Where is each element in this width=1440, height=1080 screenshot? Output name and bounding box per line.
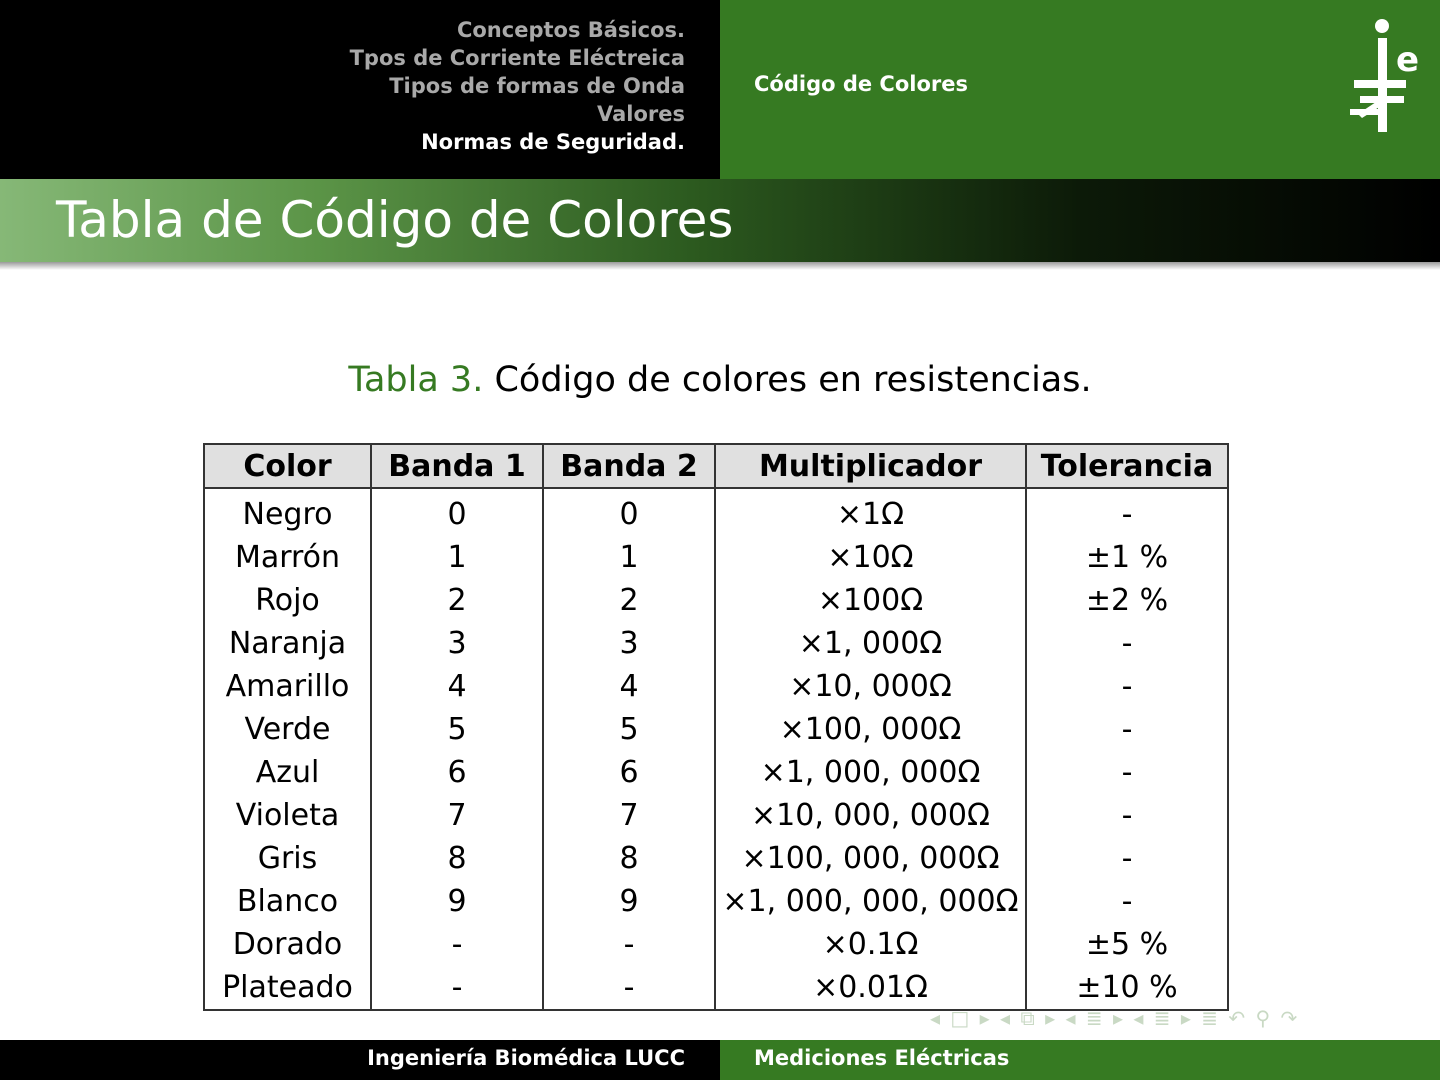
table-row xyxy=(204,708,1228,751)
footer-presentation-title: Mediciones Eléctricas xyxy=(754,1046,1010,1070)
cell-color: Gris xyxy=(257,841,318,876)
cell-tolerancia: ±5 % xyxy=(1026,923,1228,966)
cell-color: Plateado xyxy=(222,970,353,1005)
cell-banda-1: 3 xyxy=(371,622,543,665)
section-link-valores[interactable]: Valores xyxy=(597,102,685,126)
header-banda-1: Banda 1 xyxy=(371,444,543,488)
header-left-panel xyxy=(0,0,720,179)
cell-multiplicador: ×100, 000, 000Ω xyxy=(715,837,1026,880)
section-link-conceptos[interactable]: Conceptos Básicos. xyxy=(456,18,685,42)
slide-title: Tabla de Código de Colores xyxy=(56,191,734,249)
cell-multiplicador: ×1Ω xyxy=(715,488,1026,536)
cell-banda-2: 0 xyxy=(543,488,715,536)
table-row xyxy=(204,536,1228,579)
header-banda-2: Banda 2 xyxy=(543,444,715,488)
cell-color: Amarillo xyxy=(225,669,350,704)
cell-banda-1: - xyxy=(371,966,543,1010)
section-link-tipos-corriente[interactable]: Tpos de Corriente Eléctreica xyxy=(349,46,685,70)
cell-multiplicador: ×0.1Ω xyxy=(715,923,1026,966)
subsection-link-codigo-colores[interactable]: Código de Colores xyxy=(754,72,968,96)
header-color: Color xyxy=(204,444,371,488)
table-row xyxy=(204,488,1228,536)
cell-tolerancia: ±10 % xyxy=(1026,966,1228,1010)
cell-color: Naranja xyxy=(228,626,347,661)
table-caption xyxy=(0,360,1440,400)
footer-left-panel xyxy=(0,1040,720,1080)
table-row xyxy=(204,751,1228,794)
cell-banda-1: - xyxy=(371,923,543,966)
cell-banda-1: 7 xyxy=(371,794,543,837)
table-row xyxy=(204,665,1228,708)
table-row xyxy=(204,794,1228,837)
cell-tolerancia: - xyxy=(1026,880,1228,923)
cell-multiplicador: ×1, 000Ω xyxy=(715,622,1026,665)
section-link-normas-seguridad[interactable]: Normas de Seguridad. xyxy=(421,130,685,154)
cell-color: Violeta xyxy=(235,798,340,833)
section-navigation xyxy=(350,16,685,156)
cell-banda-2: 9 xyxy=(543,880,715,923)
cell-banda-1: 6 xyxy=(371,751,543,794)
cell-tolerancia: - xyxy=(1026,708,1228,751)
cell-color: Negro xyxy=(242,497,333,532)
cell-multiplicador: ×10, 000, 000Ω xyxy=(715,794,1026,837)
cell-color: Azul xyxy=(255,755,320,790)
header-multiplicador: Multiplicador xyxy=(715,444,1026,488)
cell-banda-1: 4 xyxy=(371,665,543,708)
cell-multiplicador: ×100, 000Ω xyxy=(715,708,1026,751)
cell-tolerancia: ±1 % xyxy=(1026,536,1228,579)
cell-color: Marrón xyxy=(234,540,341,575)
table-row xyxy=(204,837,1228,880)
footer-right-panel xyxy=(720,1040,1440,1080)
cell-multiplicador: ×0.01Ω xyxy=(715,966,1026,1010)
cell-banda-1: 9 xyxy=(371,880,543,923)
cell-multiplicador: ×1, 000, 000, 000Ω xyxy=(715,880,1026,923)
footer-author: Ingeniería Biomédica LUCC xyxy=(367,1046,685,1070)
cell-banda-2: 6 xyxy=(543,751,715,794)
table-row xyxy=(204,923,1228,966)
cell-banda-1: 1 xyxy=(371,536,543,579)
section-link-formas-onda[interactable]: Tipos de formas de Onda xyxy=(389,74,685,98)
title-bar-shadow xyxy=(0,262,1440,270)
cell-banda-2: 4 xyxy=(543,665,715,708)
cell-banda-1: 0 xyxy=(371,488,543,536)
cell-banda-1: 2 xyxy=(371,579,543,622)
caption-text: Código de colores en resistencias. xyxy=(494,360,1092,400)
cell-color: Verde xyxy=(244,712,331,747)
cell-tolerancia: - xyxy=(1026,837,1228,880)
cell-tolerancia: - xyxy=(1026,794,1228,837)
cell-multiplicador: ×10Ω xyxy=(715,536,1026,579)
cell-banda-1: 5 xyxy=(371,708,543,751)
cell-banda-2: - xyxy=(543,923,715,966)
cell-banda-1: 8 xyxy=(371,837,543,880)
cell-banda-2: 5 xyxy=(543,708,715,751)
table-row xyxy=(204,880,1228,923)
caption-label: Tabla 3. xyxy=(348,360,484,400)
table-row xyxy=(204,622,1228,665)
cell-multiplicador: ×100Ω xyxy=(715,579,1026,622)
cell-banda-2: 7 xyxy=(543,794,715,837)
header-right-panel xyxy=(720,0,1440,179)
university-logo-icon xyxy=(1340,14,1424,138)
table-row xyxy=(204,966,1228,1010)
header-tolerancia: Tolerancia xyxy=(1026,444,1228,488)
cell-tolerancia: - xyxy=(1026,488,1228,536)
beamer-navigation-controls[interactable]: ◂ □ ▸ ◂ ⧉ ▸ ◂ ≣ ▸ ◂ ≣ ▸ ≣ ↶ ⚲ ↷ xyxy=(930,1006,1300,1030)
cell-banda-2: 3 xyxy=(543,622,715,665)
cell-banda-2: 8 xyxy=(543,837,715,880)
table-row xyxy=(204,579,1228,622)
cell-banda-2: - xyxy=(543,966,715,1010)
cell-multiplicador: ×1, 000, 000Ω xyxy=(715,751,1026,794)
table-header-row xyxy=(204,444,1228,488)
cell-banda-2: 2 xyxy=(543,579,715,622)
cell-color: Blanco xyxy=(236,884,339,919)
cell-tolerancia: - xyxy=(1026,622,1228,665)
cell-tolerancia: - xyxy=(1026,751,1228,794)
cell-color: Rojo xyxy=(255,583,320,618)
color-code-table xyxy=(203,443,1229,1011)
cell-tolerancia: ±2 % xyxy=(1026,579,1228,622)
cell-multiplicador: ×10, 000Ω xyxy=(715,665,1026,708)
logo-letter-e: e xyxy=(1396,40,1420,80)
cell-color: Dorado xyxy=(232,927,343,962)
cell-banda-2: 1 xyxy=(543,536,715,579)
cell-tolerancia: - xyxy=(1026,665,1228,708)
